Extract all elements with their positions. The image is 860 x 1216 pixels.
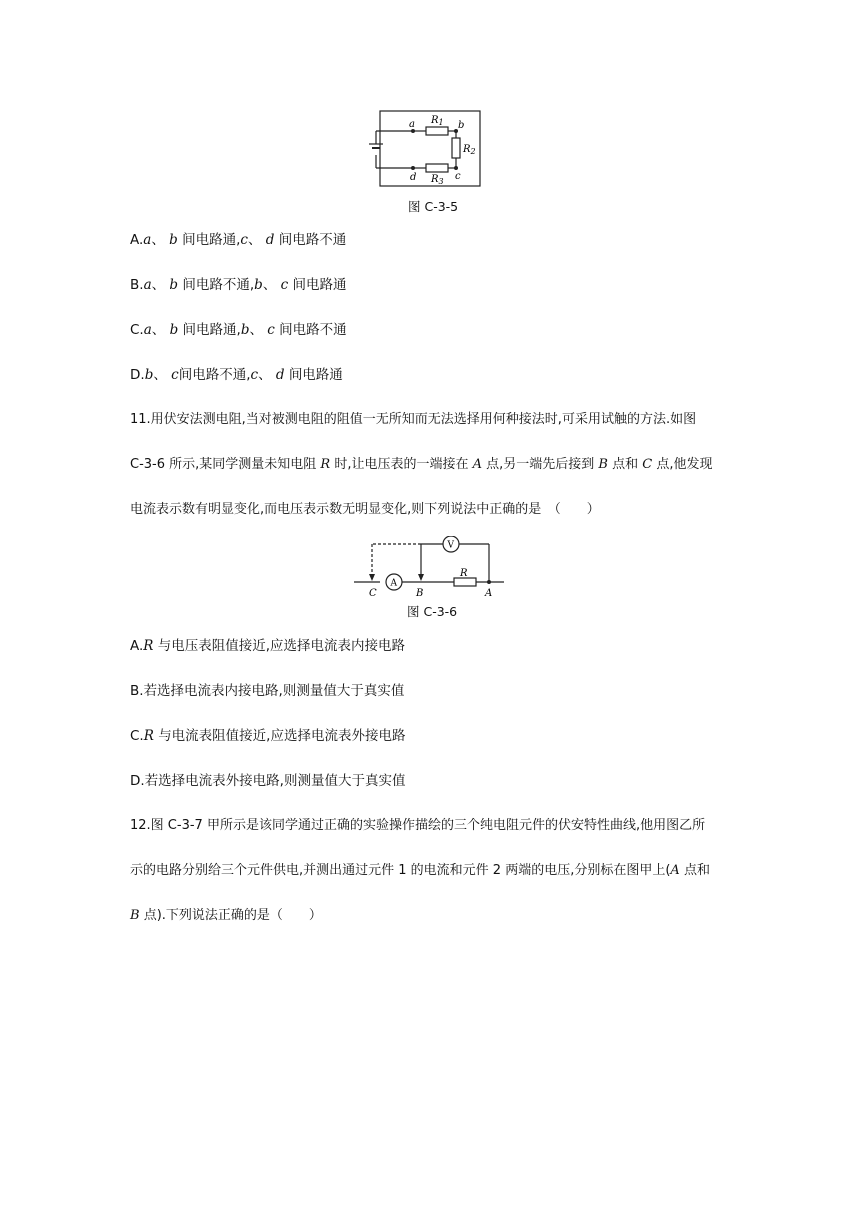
label-d: d: [410, 172, 417, 183]
resistor-r1: [426, 127, 448, 135]
q11-line-3: 电流表示数有明显变化,而电压表示数无明显变化,则下列说法中正确的是 （ ）: [130, 502, 600, 517]
label-B: B: [416, 588, 424, 599]
figure-caption-c-3-6: 图 C-3-6: [407, 604, 458, 619]
circuit-figure-c-3-5: [368, 108, 488, 192]
label-C: C: [369, 588, 377, 599]
q12-line-2: 示的电路分别给三个元件供电,并测出通过元件 1 的电流和元件 2 两端的电压,分别标在图甲上(A 点和: [130, 863, 710, 878]
resistor-r: [454, 578, 476, 586]
label-A: A: [485, 588, 493, 599]
ammeter-label: A: [390, 578, 397, 589]
arrow-to-B: [418, 574, 424, 581]
q12-line-3: B 点).下列说法正确的是（ ）: [130, 908, 322, 923]
label-r3: $R_3$: [431, 174, 444, 186]
q12-line-1: 12.图 C-3-7 甲所示是该同学通过正确的实验操作描绘的三个纯电阻元件的伏安特性曲线,他用图乙所: [130, 818, 706, 833]
resistor-r2: [452, 138, 460, 158]
label-R: R: [460, 568, 468, 579]
q10-option-b: B.a、 b 间电路不通,b、 c 间电路通: [130, 277, 347, 293]
q11-option-c: C.R 与电流表阻值接近,应选择电流表外接电路: [130, 728, 406, 744]
arrow-to-C: [369, 574, 375, 581]
q11-option-b: B.若选择电流表内接电路,则测量值大于真实值: [130, 683, 405, 699]
q11-line-2: C-3-6 所示,某同学测量未知电阻 R 时,让电压表的一端接在 A 点,另一端先后接到 B 点和 C 点,他发现: [130, 457, 713, 472]
label-b: b: [458, 120, 465, 131]
voltmeter-label: V: [447, 540, 454, 551]
q10-option-a: A.a、 b 间电路通,c、 d 间电路不通: [130, 232, 347, 248]
label-c: c: [455, 171, 461, 182]
node-d: [411, 166, 415, 170]
q10-option-d: D.b、 c间电路不通,c、 d 间电路通: [130, 367, 343, 383]
q11-line-1: 11.用伏安法测电阻,当对被测电阻的阻值一无所知而无法选择用何种接法时,可采用试触的方法.如图: [130, 412, 697, 427]
label-r1: $R_1$: [431, 115, 444, 127]
q10-option-c: C.a、 b 间电路通,b、 c 间电路不通: [130, 322, 347, 338]
label-a: a: [409, 119, 415, 130]
q11-option-d: D.若选择电流表外接电路,则测量值大于真实值: [130, 773, 406, 789]
q11-option-a: A.R 与电压表阻值接近,应选择电流表内接电路: [130, 638, 406, 654]
circuit-figure-c-3-6: [352, 536, 508, 602]
resistor-r3: [426, 164, 448, 172]
label-r2: $R_2$: [463, 144, 476, 156]
figure-caption-c-3-5: 图 C-3-5: [408, 199, 459, 214]
